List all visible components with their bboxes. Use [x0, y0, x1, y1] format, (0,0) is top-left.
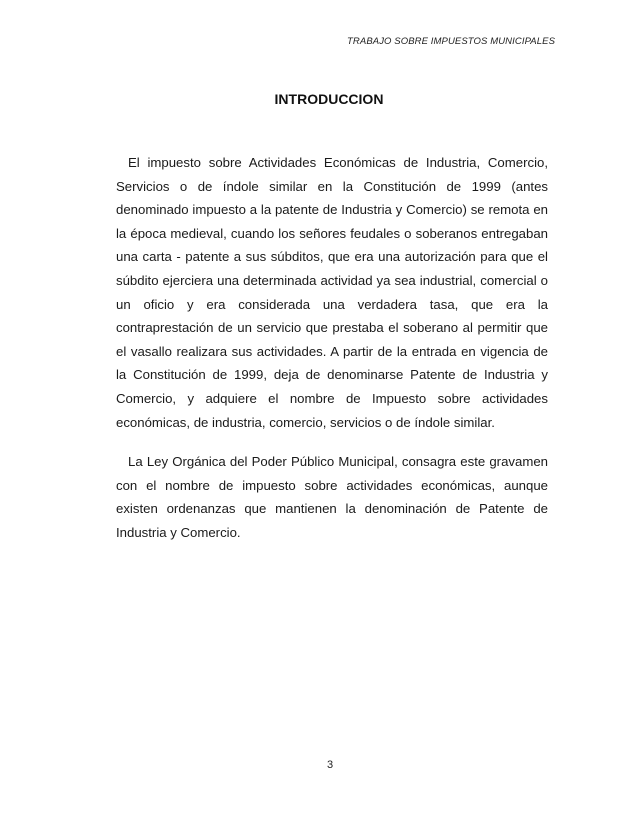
section-title: INTRODUCCION: [274, 91, 384, 107]
paragraph-1: El impuesto sobre Actividades Económicas de Industria, Comercio, Servicios o de índole similar en la Constitución de 1999 (antes denominado impuesto a la patente de Industria y Comercio) se remota en la época medieval, cuando los señores feudales o soberanos entregaban una carta - patente a sus súbditos, que era una autorización para que el súbdito ejerciera una determinada actividad ya sea industrial, comercial o un oficio y era considerada una verdadera tasa, que era la contraprestación de un servicio que prestaba el soberano al permitir que el vasallo realizara sus actividades. A partir de la entrada en vigencia de la Constitución de 1999, deja de denominarse Patente de Industria y Comercio, y adquiere el nombre de Impuesto sobre actividades económicas, de industria, comercio, servicios o de índole similar.: [116, 155, 548, 430]
body-text: [116, 151, 548, 545]
paragraph-2: La Ley Orgánica del Poder Público Municipal, consagra este gravamen con el nombre de impuesto sobre actividades económicas, aunque existen ordenanzas que mantienen la denominación de Patente de Industria y Comercio.: [116, 454, 548, 540]
page-number: 3: [326, 759, 334, 771]
running-header: TRABAJO SOBRE IMPUESTOS MUNICIPALES: [347, 36, 555, 47]
